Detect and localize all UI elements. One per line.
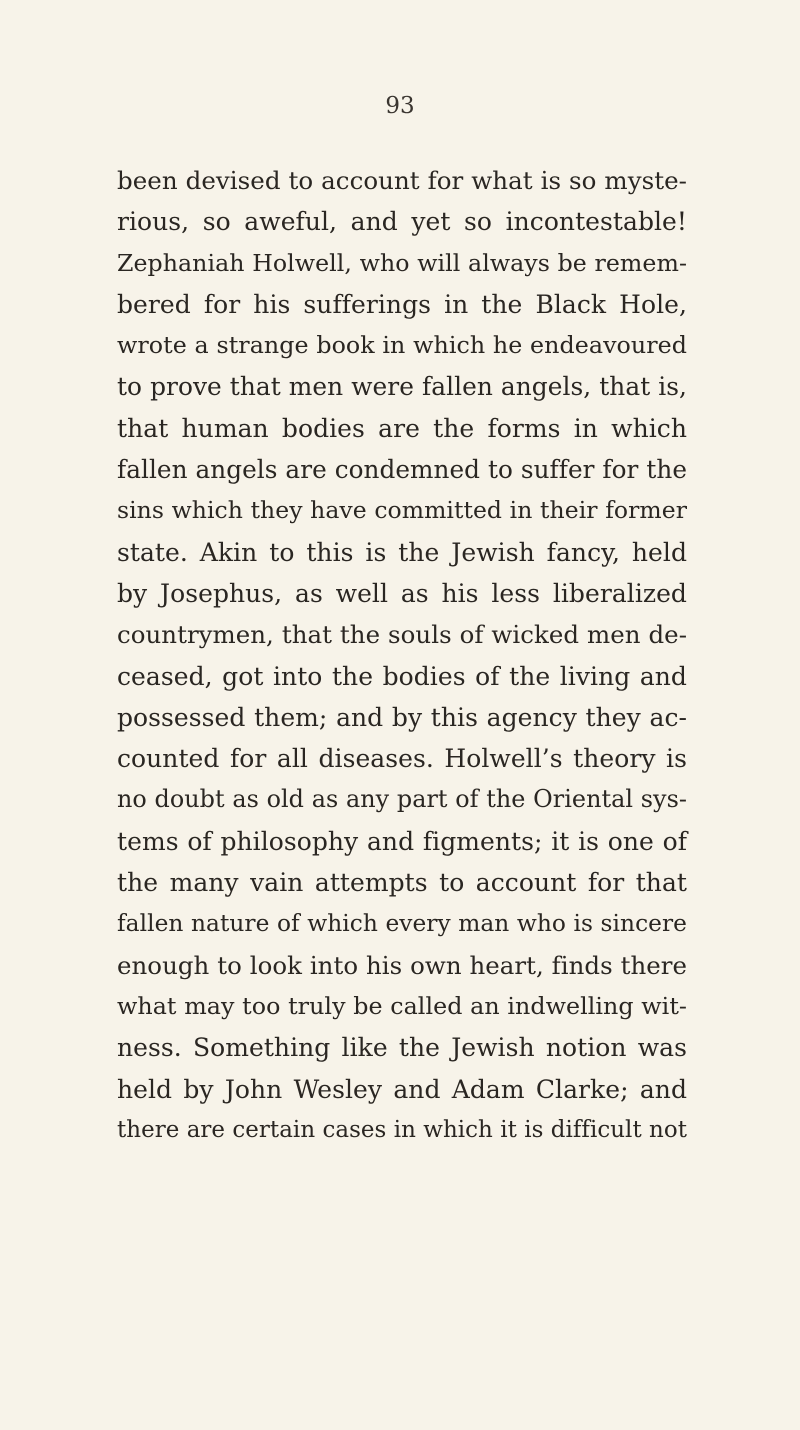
text-line: ceased, got into the bodies of the living and [117, 661, 687, 691]
text-line: Zephaniah Holwell, who will always be remem- [117, 248, 687, 277]
text-line: held by John Wesley and Adam Clarke; and [117, 1074, 687, 1104]
text-line: state. Akin to this is the Jewish fancy, held [117, 537, 687, 567]
text-line: countrymen, that the souls of wicked men de- [117, 620, 687, 650]
text-line: enough to look into his own heart, finds there [117, 950, 687, 980]
text-line: fallen nature of which every man who is sincere [117, 910, 687, 938]
text-line: possessed them; and by this agency they ac- [117, 702, 687, 732]
text-line: there are certain cases in which it is difficult not [117, 1116, 688, 1143]
text-line: counted for all diseases. Holwell’s theory is [117, 744, 687, 774]
page-number: 93 [385, 93, 415, 119]
text-line: to prove that men were fallen angels, that is, [117, 372, 687, 402]
text-line: ness. Something like the Jewish notion was [117, 1033, 687, 1063]
text-line: rious, so aweful, and yet so incontestable! [117, 207, 687, 237]
text-line: the many vain attempts to account for that [117, 868, 687, 898]
text-line: fallen angels are condemned to suffer for the [117, 455, 687, 485]
text-line: tems of philosophy and figments; it is one of [117, 826, 687, 856]
text-line: by Josephus, as well as his less liberalized [117, 578, 687, 608]
text-line: what may too truly be called an indwelling wit- [117, 991, 687, 1020]
text-line: sins which they have committed in their former [117, 496, 687, 525]
text-line: been devised to account for what is so myste- [117, 166, 687, 195]
body-text [117, 160, 687, 1151]
text-line: no doubt as old as any part of the Oriental sys- [117, 785, 687, 814]
text-line: that human bodies are the forms in which [117, 413, 687, 443]
text-line: wrote a strange book in which he endeavoured [117, 331, 687, 360]
text-line: bered for his sufferings in the Black Hole, [117, 289, 687, 319]
